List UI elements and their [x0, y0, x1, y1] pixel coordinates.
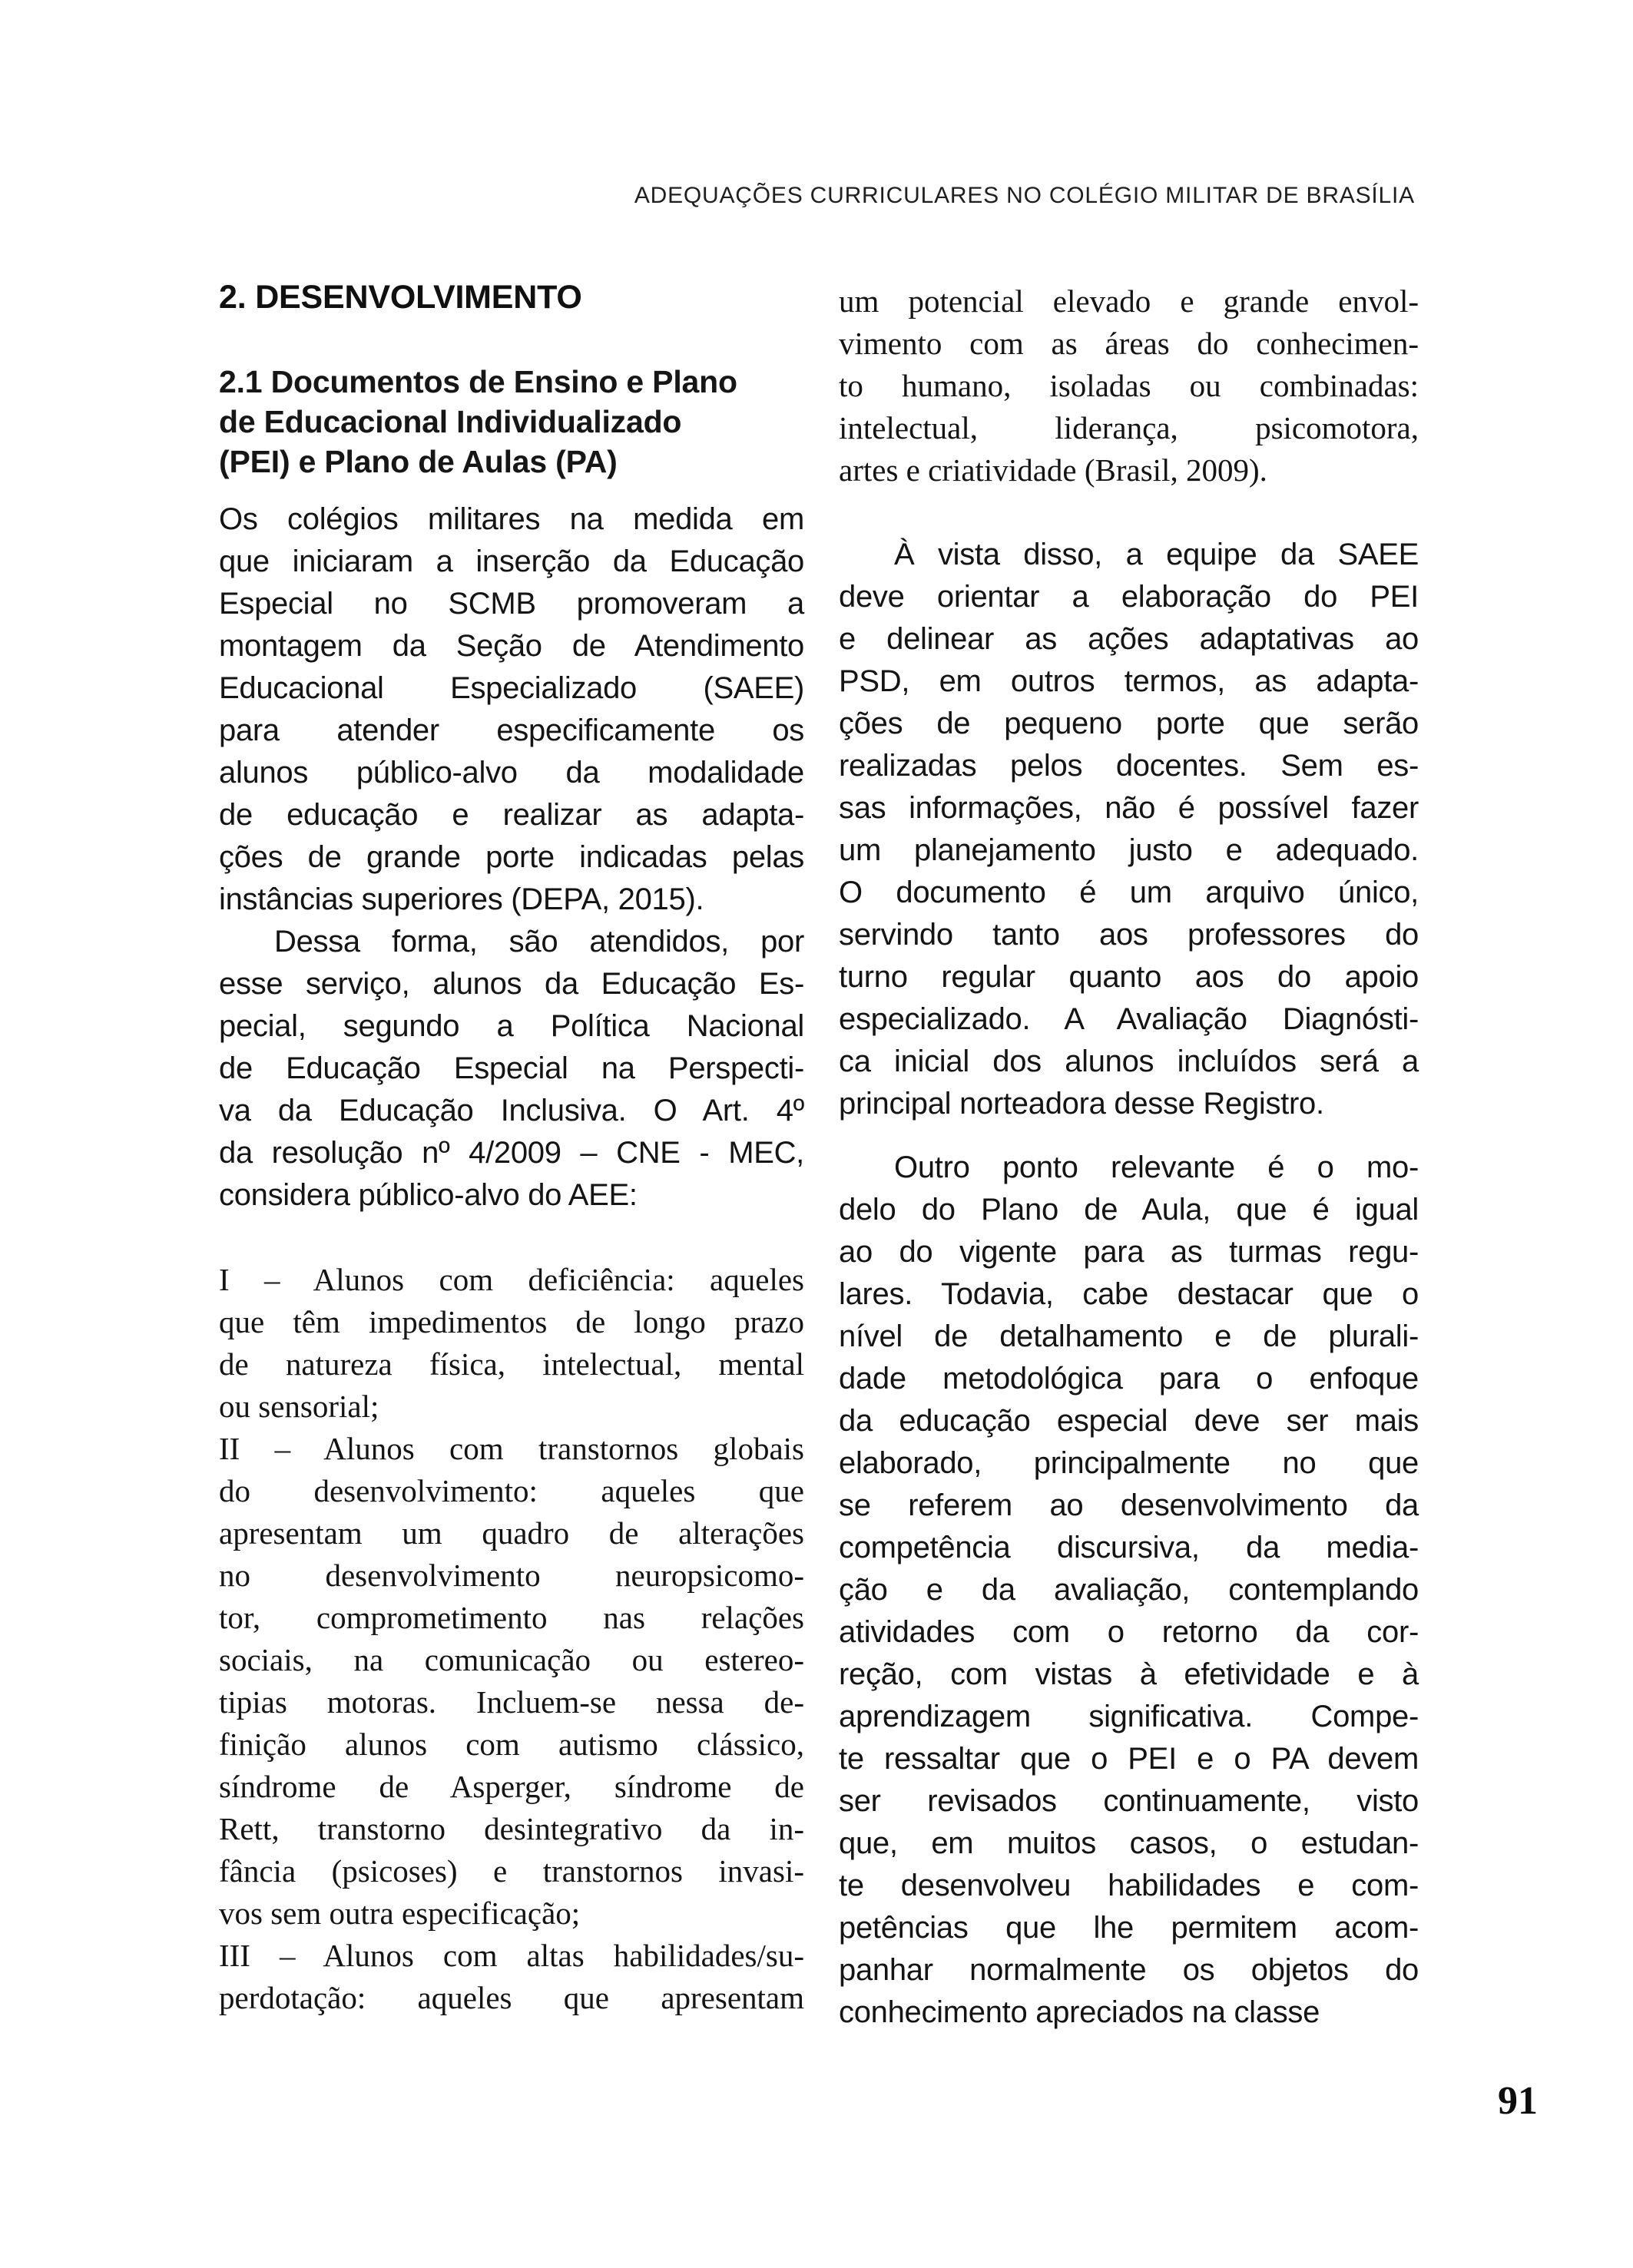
- text-line: principal norteadora desse Registro.: [839, 1087, 1324, 1121]
- text-line: nível de detalhamento e de plurali-: [839, 1319, 1419, 1353]
- left-column: [219, 273, 804, 2019]
- text-line: tor, comprometimento nas relações: [219, 1600, 804, 1635]
- text-line: sociais, na comunicação ou estereo-: [219, 1642, 804, 1677]
- text-line: vos sem outra especificação;: [219, 1896, 581, 1931]
- text-line: no desenvolvimento neuropsicomo-: [219, 1558, 804, 1593]
- text-line: deve orientar a elaboração do PEI: [839, 580, 1419, 614]
- text-line: finição alunos com autismo clássico,: [219, 1727, 804, 1762]
- text-line: Dessa forma, são atendidos, por: [274, 925, 804, 959]
- text-line: do desenvolvimento: aqueles que: [219, 1473, 804, 1508]
- text-line: sas informações, não é possível fazer: [839, 791, 1419, 825]
- text-line: II – Alunos com transtornos globais: [219, 1431, 804, 1466]
- text-line: um planejamento justo e adequado.: [839, 833, 1419, 867]
- text-line: atividades com o retorno da cor-: [839, 1615, 1419, 1649]
- text-line: vimento com as áreas do conhecimen-: [839, 326, 1419, 361]
- text-line: fância (psicoses) e transtornos invasi-: [219, 1853, 804, 1889]
- running-title: ADEQUAÇÕES CURRICULARES NO COLÉGIO MILITAR DE BRASÍLIA: [634, 183, 1415, 208]
- text-line: ções de grande porte indicadas pelas: [219, 840, 804, 874]
- text-line: III – Alunos com altas habilidades/su-: [219, 1938, 804, 1973]
- text-line: ção e da avaliação, contemplando: [839, 1573, 1419, 1607]
- quote-item-1: [219, 1259, 804, 1428]
- text-line: dade metodológica para o enfoque: [839, 1362, 1419, 1396]
- text-line: Os colégios militares na medida em: [219, 502, 804, 536]
- page-number: 91: [1498, 2079, 1538, 2123]
- body-paragraph: [219, 921, 804, 1217]
- text-line: delo do Plano de Aula, que é igual: [839, 1193, 1419, 1227]
- text-line: de Educação Especial na Perspecti-: [219, 1051, 804, 1085]
- text-line: ca inicial dos alunos incluídos será a: [839, 1045, 1419, 1078]
- text-line: ao do vigente para as turmas regu-: [839, 1235, 1419, 1269]
- text-line: para atender especificamente os: [219, 714, 804, 747]
- right-column: [839, 274, 1419, 2034]
- text-line: que, em muitos casos, o estudan-: [839, 1826, 1419, 1860]
- text-line: da educação especial deve ser mais: [839, 1404, 1419, 1438]
- text-line: ser revisados continuamente, visto: [839, 1784, 1419, 1818]
- subsection-heading: [219, 362, 804, 482]
- block-spacer: [839, 492, 1419, 534]
- text-line: ou sensorial;: [219, 1389, 379, 1424]
- text-line: um potencial elevado e grande envol-: [839, 283, 1419, 319]
- text-line: turno regular quanto aos do apoio: [839, 960, 1419, 994]
- text-line: to humano, isoladas ou combinadas:: [839, 368, 1419, 403]
- text-line: Rett, transtorno desintegrativo da in-: [219, 1811, 804, 1846]
- text-line: apresentam um quadro de alterações: [219, 1515, 804, 1551]
- text-line: panhar normalmente os objetos do: [839, 1953, 1419, 1987]
- text-line: conhecimento apreciados na classe: [839, 1995, 1320, 2029]
- text-line: lares. Todavia, cabe destacar que o: [839, 1277, 1419, 1311]
- text-line: artes e criatividade (Brasil, 2009).: [839, 452, 1267, 488]
- text-line: reção, com vistas à efetividade e à: [839, 1657, 1419, 1691]
- text-line: te ressaltar que o PEI e o PA devem: [839, 1742, 1419, 1776]
- text-line: (PEI) e Plano de Aulas (PA): [219, 444, 618, 479]
- text-line: O documento é um arquivo único,: [839, 876, 1419, 909]
- text-line: te desenvolveu habilidades e com-: [839, 1869, 1419, 1902]
- text-line: considera público-alvo do AEE:: [219, 1178, 638, 1212]
- body-paragraph: [839, 1147, 1419, 2034]
- text-line: de Educacional Individualizado: [219, 404, 682, 439]
- text-line: montagem da Seção de Atendimento: [219, 629, 804, 663]
- paragraph-spacer: [839, 1125, 1419, 1147]
- text-line: Outro ponto relevante é o mo-: [894, 1151, 1419, 1184]
- text-line: de natureza física, intelectual, mental: [219, 1346, 804, 1382]
- text-line: realizadas pelos docentes. Sem es-: [839, 749, 1419, 783]
- text-line: de educação e realizar as adapta-: [219, 798, 804, 832]
- text-line: competência discursiva, da media-: [839, 1531, 1419, 1564]
- text-line: Especial no SCMB promoveram a: [219, 587, 804, 621]
- text-line: da resolução nº 4/2009 – CNE - MEC,: [219, 1136, 804, 1170]
- text-line: perdotação: aqueles que apresentam: [219, 1980, 804, 2015]
- text-line: esse serviço, alunos da Educação Es-: [219, 967, 804, 1001]
- text-line: petências que lhe permitem acom-: [839, 1911, 1419, 1945]
- text-line: síndrome de Asperger, síndrome de: [219, 1769, 804, 1804]
- quote-item-2: [219, 1428, 804, 1935]
- text-line: pecial, segundo a Política Nacional: [219, 1009, 804, 1043]
- body-paragraph: [839, 534, 1419, 1125]
- text-line: PSD, em outros termos, as adapta-: [839, 664, 1419, 698]
- text-line: e delinear as ações adaptativas ao: [839, 622, 1419, 656]
- text-line: ções de pequeno porte que serão: [839, 707, 1419, 740]
- text-line: elaborado, principalmente no que: [839, 1446, 1419, 1480]
- text-line: va da Educação Inclusiva. O Art. 4º: [219, 1094, 804, 1127]
- text-line: aprendizagem significativa. Compe-: [839, 1700, 1419, 1733]
- text-line: servindo tanto aos professores do: [839, 918, 1419, 952]
- text-line: À vista disso, a equipe da SAEE: [894, 538, 1419, 571]
- text-line: tipias motoras. Incluem-se nessa de-: [219, 1684, 804, 1720]
- text-line: se referem ao desenvolvimento da: [839, 1488, 1419, 1522]
- block-spacer: [219, 1217, 804, 1259]
- text-line: que iniciaram a inserção da Educação: [219, 545, 804, 578]
- quote-item-3: [219, 1935, 804, 2019]
- text-line: alunos público-alvo da modalidade: [219, 756, 804, 790]
- text-line: instâncias superiores (DEPA, 2015).: [219, 882, 704, 916]
- quote-continuation: [839, 280, 1419, 492]
- section-heading: 2. DESENVOLVIMENTO: [219, 279, 582, 316]
- text-line: especializado. A Avaliação Diagnósti-: [839, 1002, 1419, 1036]
- body-paragraph: [219, 498, 804, 921]
- text-line: que têm impedimentos de longo prazo: [219, 1304, 804, 1339]
- text-line: 2.1 Documentos de Ensino e Plano: [219, 364, 737, 399]
- text-line: intelectual, liderança, psicomotora,: [839, 410, 1419, 445]
- text-line: Educacional Especializado (SAEE): [219, 671, 804, 705]
- text-line: I – Alunos com deficiência: aqueles: [219, 1262, 804, 1297]
